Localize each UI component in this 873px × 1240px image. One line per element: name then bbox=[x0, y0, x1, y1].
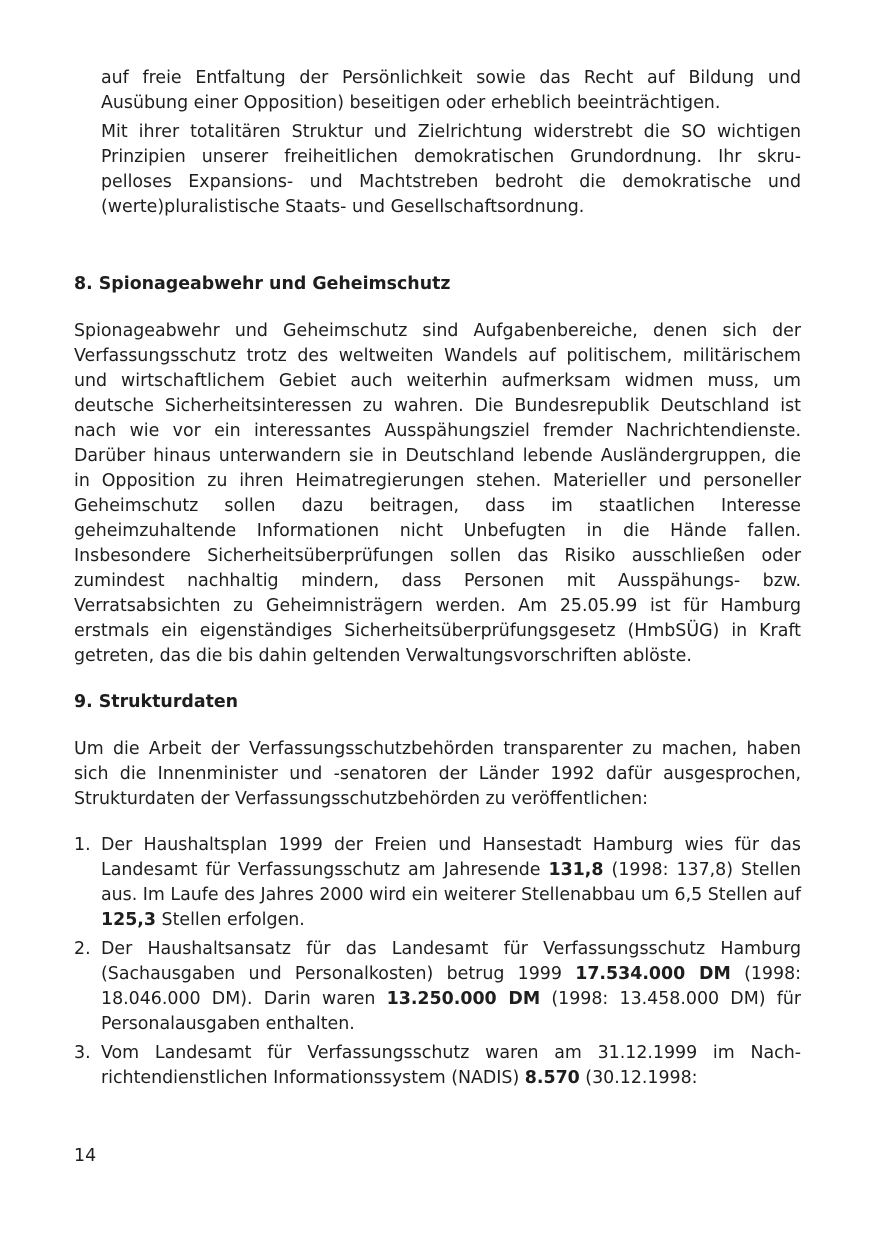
list-item-text: Der Haushaltsansatz für das Landesamt für Verfassungsschutz Hamburg (Sachausgaben und Personalkosten) betrug 1999 bbox=[101, 939, 801, 984]
intro-paragraph-1: auf freie Entfaltung der Persönlichkeit sowie das Recht auf Bildung und Ausübung einer Opposition) beseitigen oder erheblich beeinträchtigen. bbox=[101, 68, 801, 113]
structure-data-list bbox=[74, 833, 801, 1091]
list-item-figure: 17.534.000 DM bbox=[575, 964, 731, 984]
intro-paragraph-2: Mit ihrer totalitären Struktur und Zielrichtung widerstrebt die SO wichtigen Prinzipien unserer freiheitlichen demokratischen Grundordnung. Ihr skrupelloses Expansions- und Machtstreben bedroht die demokratische und (werte)pluralistische Staats- und Gesellschaftsordnung. bbox=[101, 122, 801, 217]
list-item-text: Der Haushaltsplan 1999 der Freien und Hansestadt Hamburg wies für das Landesamt für Verfassungsschutz am Jahresende bbox=[101, 835, 801, 880]
page-number: 14 bbox=[74, 1146, 97, 1166]
list-item-text: Vom Landesamt für Verfassungsschutz waren am 31.12.1999 im Nachrichtendienstlichen Informationssystem (NADIS) bbox=[101, 1043, 801, 1088]
list-item-figure: 131,8 bbox=[548, 860, 604, 880]
list-item-figure: 125,3 bbox=[101, 910, 157, 930]
list-item bbox=[74, 1041, 801, 1091]
list-item-text: (30.12.1998: bbox=[579, 1068, 698, 1088]
list-item-text: (1998: 137,8) Stellen aus. Im Laufe des Jahres 2000 wird ein weiterer Stellenabbau um 6,5 Stellen auf bbox=[101, 860, 802, 905]
section-9-heading: 9. Strukturdaten bbox=[74, 692, 239, 712]
section-8-heading: 8. Spionageabwehr und Geheimschutz bbox=[74, 274, 451, 294]
section-9-intro: Um die Arbeit der Verfassungsschutzbehörden transparenter zu machen, haben sich die Innenminister und -senatoren der Länder 1992 dafür ausgesprochen, Strukturdaten der Verfassungsschutzbehörden zu veröffentlichen: bbox=[74, 739, 801, 809]
list-item bbox=[74, 937, 801, 1037]
document-page bbox=[74, 66, 801, 1095]
list-item-figure: 8.570 bbox=[524, 1068, 580, 1088]
list-item-text: (1998: 13.458.000 DM) für Personalausgaben enthalten. bbox=[101, 989, 802, 1034]
list-item-number: 3. bbox=[74, 1043, 91, 1063]
section-8-body: Spionageabwehr und Geheimschutz sind Aufgabenbereiche, denen sich der Verfassungsschutz trotz des weltweiten Wandels auf politischem, militärischem und wirtschaftlichem Gebiet auch weiterhin aufmerksam widmen muss, um deutsche Sicherheitsinteressen zu wahren. Die Bundesrepublik Deutschland ist nach wie vor ein interessantes Ausspähungsziel fremder Nachrichtendienste. Darüber hinaus unterwandern sie in Deutschland lebende Ausländergruppen, die in Opposition zu ihren Heimatregierungen stehen. Materieller und personeller Geheimschutz sollen dazu beitragen, dass im staatlichen Interesse geheimzuhaltende Informationen nicht Unbefugten in die Hände fallen. Insbesondere Sicherheitsüberprüfungen sollen das Risiko ausschließen oder zumindest nachhaltig mindern, dass Personen mit Ausspähungs- bzw. Verratsabsichten zu Geheimnisträgern werden. Am 25.05.99 ist für Hamburg erstmals ein eigenständiges Sicherheitsüberprüfungsgesetz (HmbSÜG) in Kraft getreten, das die bis dahin geltenden Verwaltungsvorschriften ablöste. bbox=[74, 321, 801, 666]
list-item-figure: 13.250.000 DM bbox=[386, 989, 541, 1009]
list-item-number: 1. bbox=[74, 835, 91, 855]
list-item-number: 2. bbox=[74, 939, 91, 959]
list-item bbox=[74, 833, 801, 933]
list-item-text: Stellen erfolgen. bbox=[156, 910, 305, 930]
list-item-text: (1998: 18.046.000 DM). Darin waren bbox=[101, 964, 801, 1009]
